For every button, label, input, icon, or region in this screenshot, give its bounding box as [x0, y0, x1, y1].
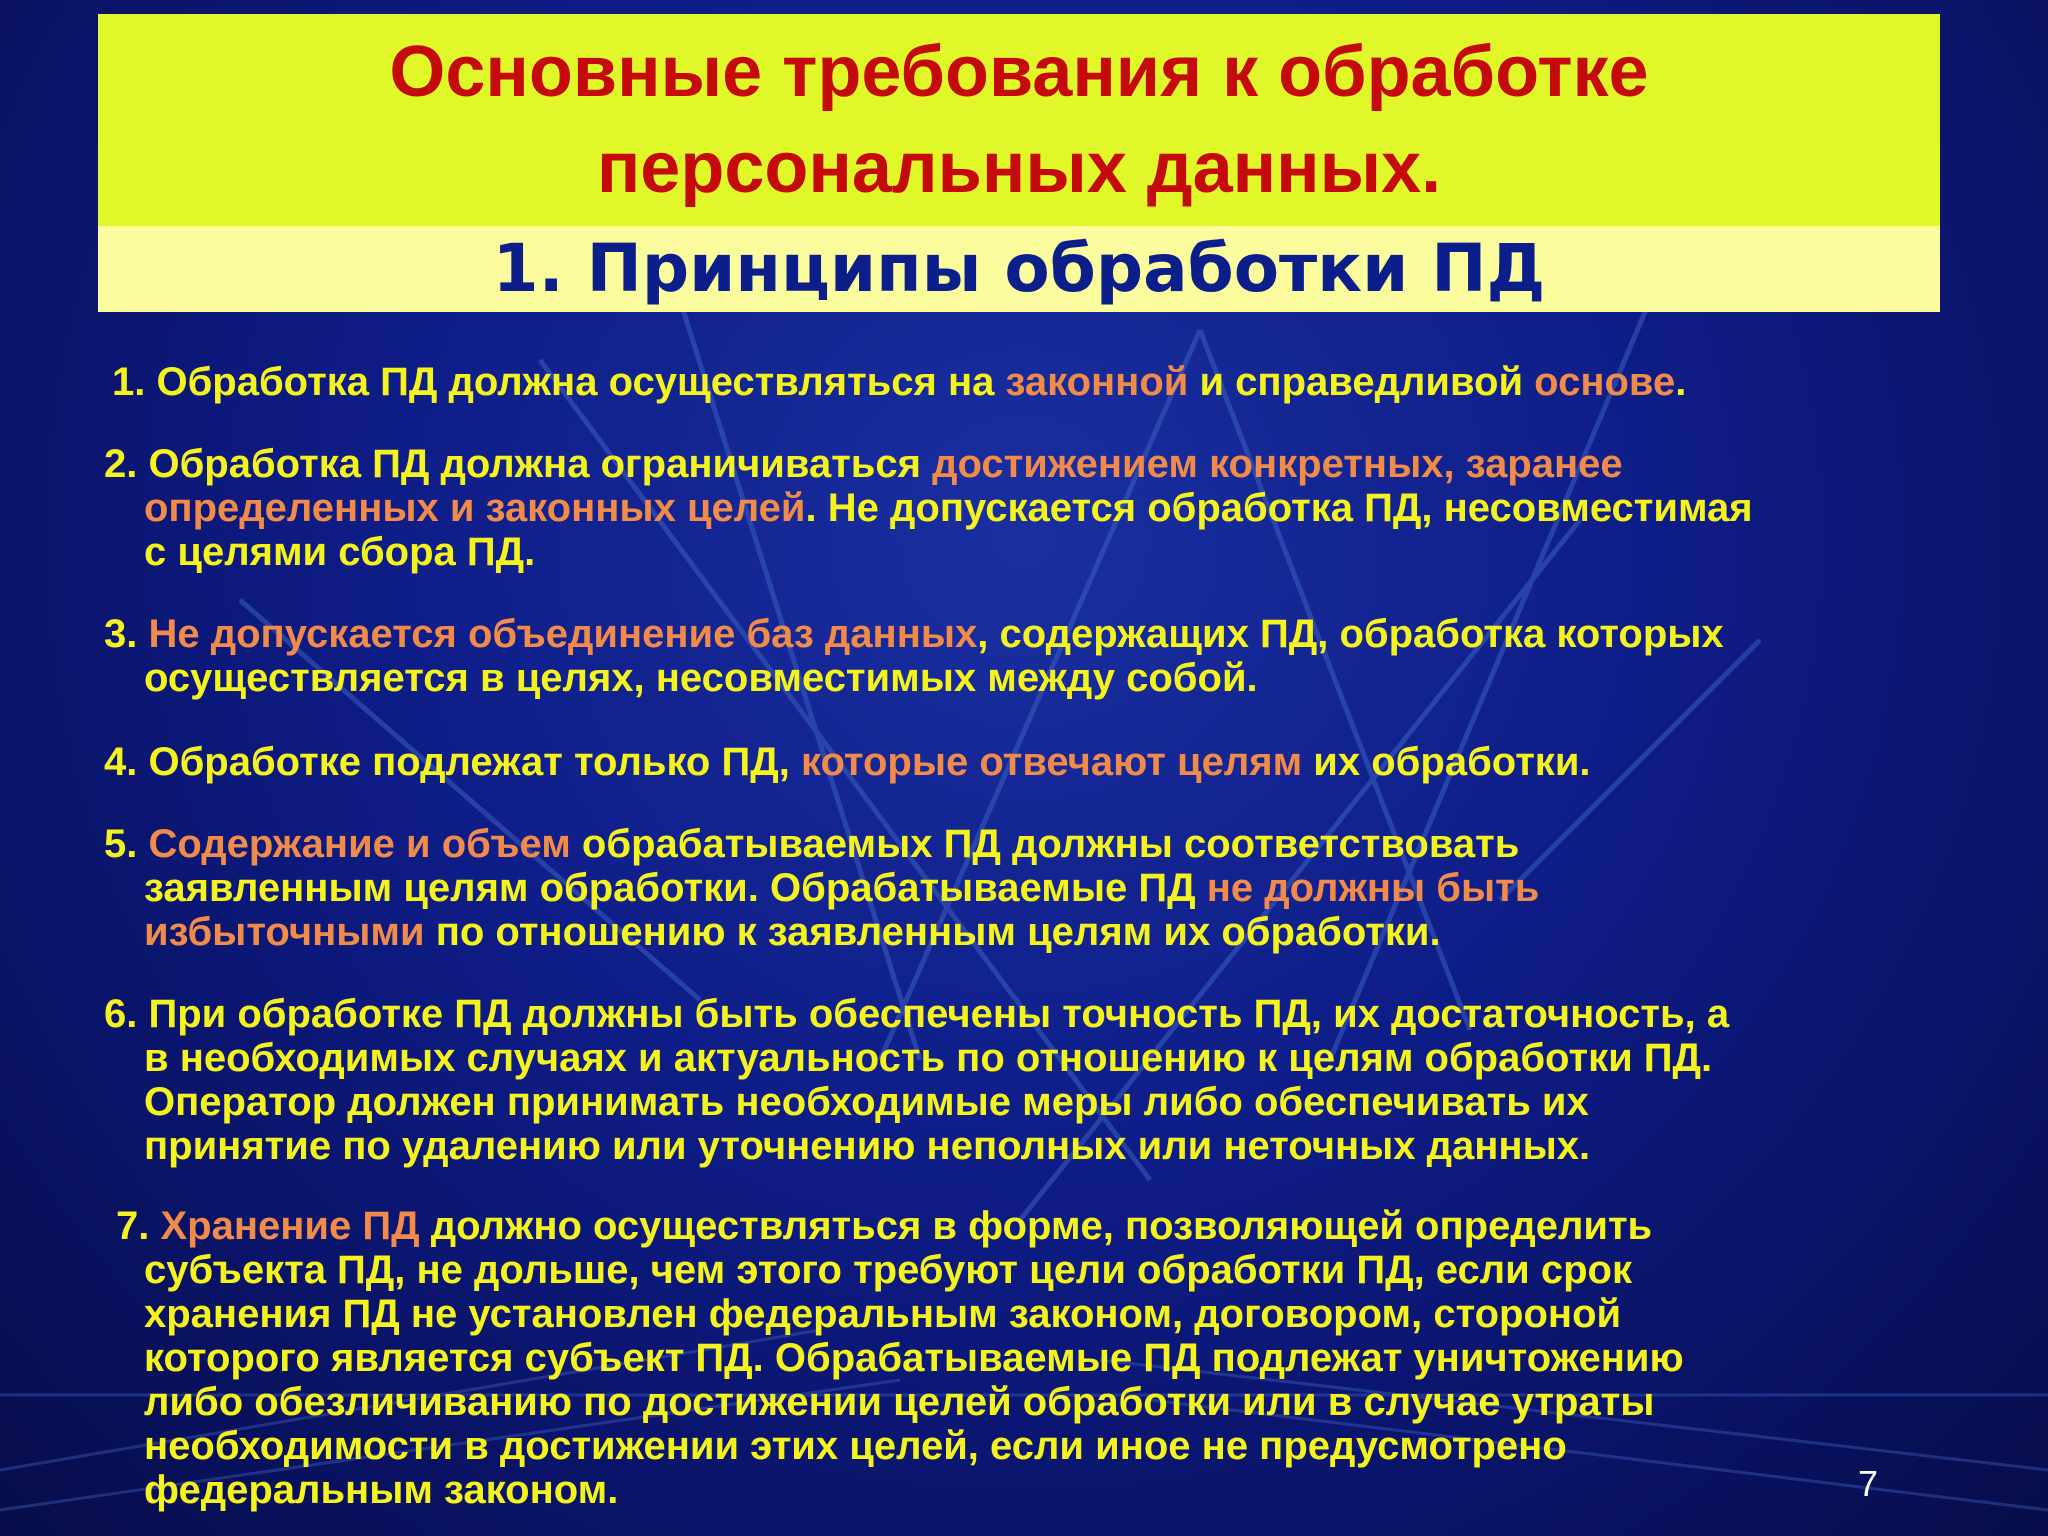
- principle-item-4: [104, 740, 1591, 784]
- page-number: 7: [1858, 1463, 1879, 1504]
- slide-title-line-2: персональных данных.: [596, 128, 1442, 208]
- principle-item-7: [116, 1204, 1684, 1512]
- principle-line: хранения ПД не установлен федеральным законом, договором, стороной: [144, 1292, 1622, 1336]
- principle-item-2: [104, 442, 1753, 574]
- principle-line: 4. Обработке подлежат только ПД, которые отвечают целям их обработки.: [104, 740, 1591, 784]
- principle-line: Оператор должен принимать необходимые меры либо обеспечивать их: [144, 1080, 1589, 1124]
- principle-line: осуществляется в целях, несовместимых между собой.: [144, 656, 1258, 700]
- principle-line: в необходимых случаях и актуальность по отношению к целям обработки ПД.: [144, 1036, 1713, 1080]
- principle-line: заявленным целям обработки. Обрабатываемые ПД не должны быть: [144, 866, 1540, 910]
- principle-line: определенных и законных целей. Не допускается обработка ПД, несовместимая: [144, 486, 1753, 530]
- principle-item-3: [104, 612, 1724, 700]
- principle-line: 6. При обработке ПД должны быть обеспечены точность ПД, их достаточность, а: [104, 992, 1730, 1036]
- principle-line: 1. Обработка ПД должна осуществляться на законной и справедливой основе.: [112, 360, 1687, 404]
- principle-line: необходимости в достижении этих целей, если иное не предусмотрено: [144, 1424, 1567, 1468]
- principle-line: 2. Обработка ПД должна ограничиваться достижением конкретных, заранее: [104, 442, 1623, 486]
- principle-line: с целями сбора ПД.: [144, 530, 536, 574]
- principle-line: 7. Хранение ПД должно осуществляться в форме, позволяющей определить: [116, 1204, 1653, 1248]
- principle-line: 3. Не допускается объединение баз данных, содержащих ПД, обработка которых: [104, 612, 1724, 656]
- principle-item-6: [104, 992, 1729, 1168]
- principle-line: федеральным законом.: [144, 1468, 619, 1512]
- principle-item-5: [104, 822, 1539, 954]
- principle-line: либо обезличиванию по достижении целей обработки или в случае утраты: [144, 1380, 1655, 1424]
- principle-item-1: [112, 360, 1686, 404]
- principle-line: принятие по удалению или уточнению неполных или неточных данных.: [144, 1124, 1591, 1168]
- section-subtitle-text: 1. Принципы обработки ПД: [492, 230, 1546, 307]
- slide-title-line-1: Основные требования к обработке: [389, 32, 1649, 112]
- principle-line: которого является субъект ПД. Обрабатываемые ПД подлежат уничтожению: [144, 1336, 1684, 1380]
- principle-line: избыточными по отношению к заявленным целям их обработки.: [144, 910, 1441, 954]
- principle-line: субъекта ПД, не дольше, чем этого требуют цели обработки ПД, если срок: [144, 1248, 1633, 1292]
- principle-line: 5. Содержание и объем обрабатываемых ПД должны соответствовать: [104, 822, 1520, 866]
